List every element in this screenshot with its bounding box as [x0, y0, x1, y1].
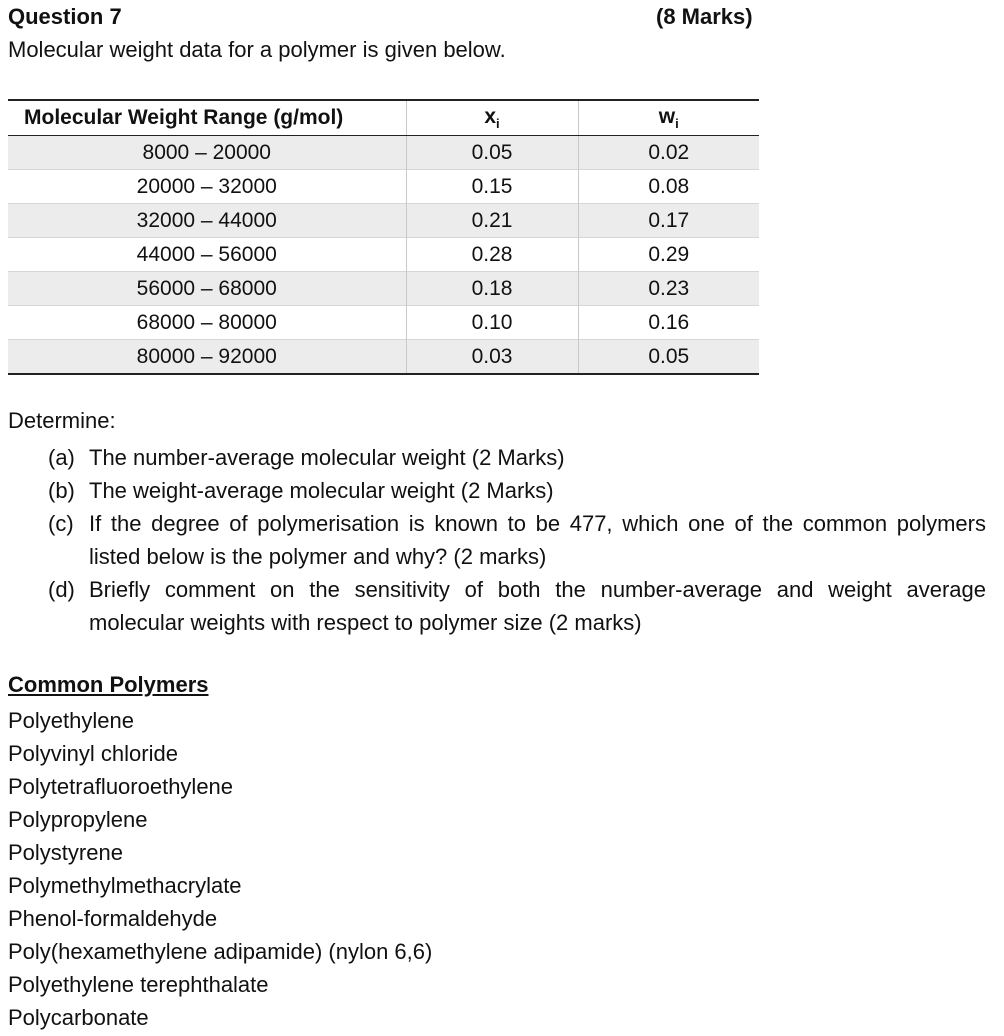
question-part-a — [48, 441, 986, 474]
cell-range: 8000 – 20000 — [8, 136, 406, 170]
question-intro: Molecular weight data for a polymer is given below. — [8, 37, 506, 62]
cell-x: 0.05 — [406, 136, 578, 170]
cell-w: 0.08 — [578, 170, 759, 204]
cell-x: 0.15 — [406, 170, 578, 204]
table-row — [8, 204, 759, 238]
list-item: Polymethylmethacrylate — [8, 873, 242, 898]
cell-x: 0.21 — [406, 204, 578, 238]
part-label: (b) — [48, 478, 75, 503]
cell-w: 0.17 — [578, 204, 759, 238]
question-parts — [48, 441, 986, 639]
cell-w: 0.05 — [578, 340, 759, 375]
list-item: Polytetrafluoroethylene — [8, 774, 234, 799]
part-label: (c) — [48, 511, 74, 536]
question-marks: (8 Marks) — [656, 4, 753, 29]
header-w-base: w — [658, 104, 676, 128]
cell-w: 0.02 — [578, 136, 759, 170]
list-item: Polypropylene — [8, 807, 148, 832]
part-text: Briefly comment on the sensitivity of both the number-average and weight average molecular weights with respect to polymer size (2 marks) — [89, 577, 986, 635]
header-range: Molecular Weight Range (g/mol) — [8, 100, 406, 136]
part-label: (d) — [48, 577, 75, 602]
table-row — [8, 272, 759, 306]
header-x-base: x — [484, 104, 497, 128]
cell-x: 0.18 — [406, 272, 578, 306]
cell-w: 0.29 — [578, 238, 759, 272]
cell-range: 20000 – 32000 — [8, 170, 406, 204]
molecular-weight-table — [8, 99, 759, 375]
table-row — [8, 136, 759, 170]
cell-w: 0.23 — [578, 272, 759, 306]
cell-range: 56000 – 68000 — [8, 272, 406, 306]
table-row — [8, 170, 759, 204]
cell-range: 80000 – 92000 — [8, 340, 406, 375]
cell-x: 0.10 — [406, 306, 578, 340]
list-item: Poly(hexamethylene adipamide) (nylon 6,6) — [8, 939, 433, 964]
part-text: If the degree of polymerisation is known to be 477, which one of the common polymers listed below is the polymer and why? (2 marks) — [89, 511, 986, 569]
question-part-c — [48, 507, 986, 573]
list-item: Polyethylene terephthalate — [8, 972, 269, 997]
table-header-row — [8, 100, 759, 136]
cell-range: 68000 – 80000 — [8, 306, 406, 340]
cell-x: 0.28 — [406, 238, 578, 272]
table-row — [8, 238, 759, 272]
cell-range: 44000 – 56000 — [8, 238, 406, 272]
header-x — [406, 100, 578, 136]
common-polymers-heading: Common Polymers — [8, 672, 209, 697]
header-x-sub: i — [496, 116, 500, 132]
question-part-b — [48, 474, 986, 507]
part-text: The weight-average molecular weight (2 Marks) — [89, 478, 554, 503]
question-title: Question 7 — [8, 4, 122, 29]
cell-x: 0.03 — [406, 340, 578, 375]
question-part-d — [48, 573, 986, 639]
cell-w: 0.16 — [578, 306, 759, 340]
header-w-sub: i — [675, 116, 679, 132]
common-polymers-list — [8, 704, 432, 1034]
list-item: Polycarbonate — [8, 1005, 149, 1030]
header-w — [578, 100, 759, 136]
determine-label: Determine: — [8, 408, 116, 433]
part-text: The number-average molecular weight (2 Marks) — [89, 445, 565, 470]
part-label: (a) — [48, 445, 75, 470]
list-item: Phenol-formaldehyde — [8, 906, 218, 931]
list-item: Polyethylene — [8, 708, 134, 733]
list-item: Polyvinyl chloride — [8, 741, 178, 766]
cell-range: 32000 – 44000 — [8, 204, 406, 238]
list-item: Polystyrene — [8, 840, 123, 865]
table-row — [8, 306, 759, 340]
table-row — [8, 340, 759, 375]
